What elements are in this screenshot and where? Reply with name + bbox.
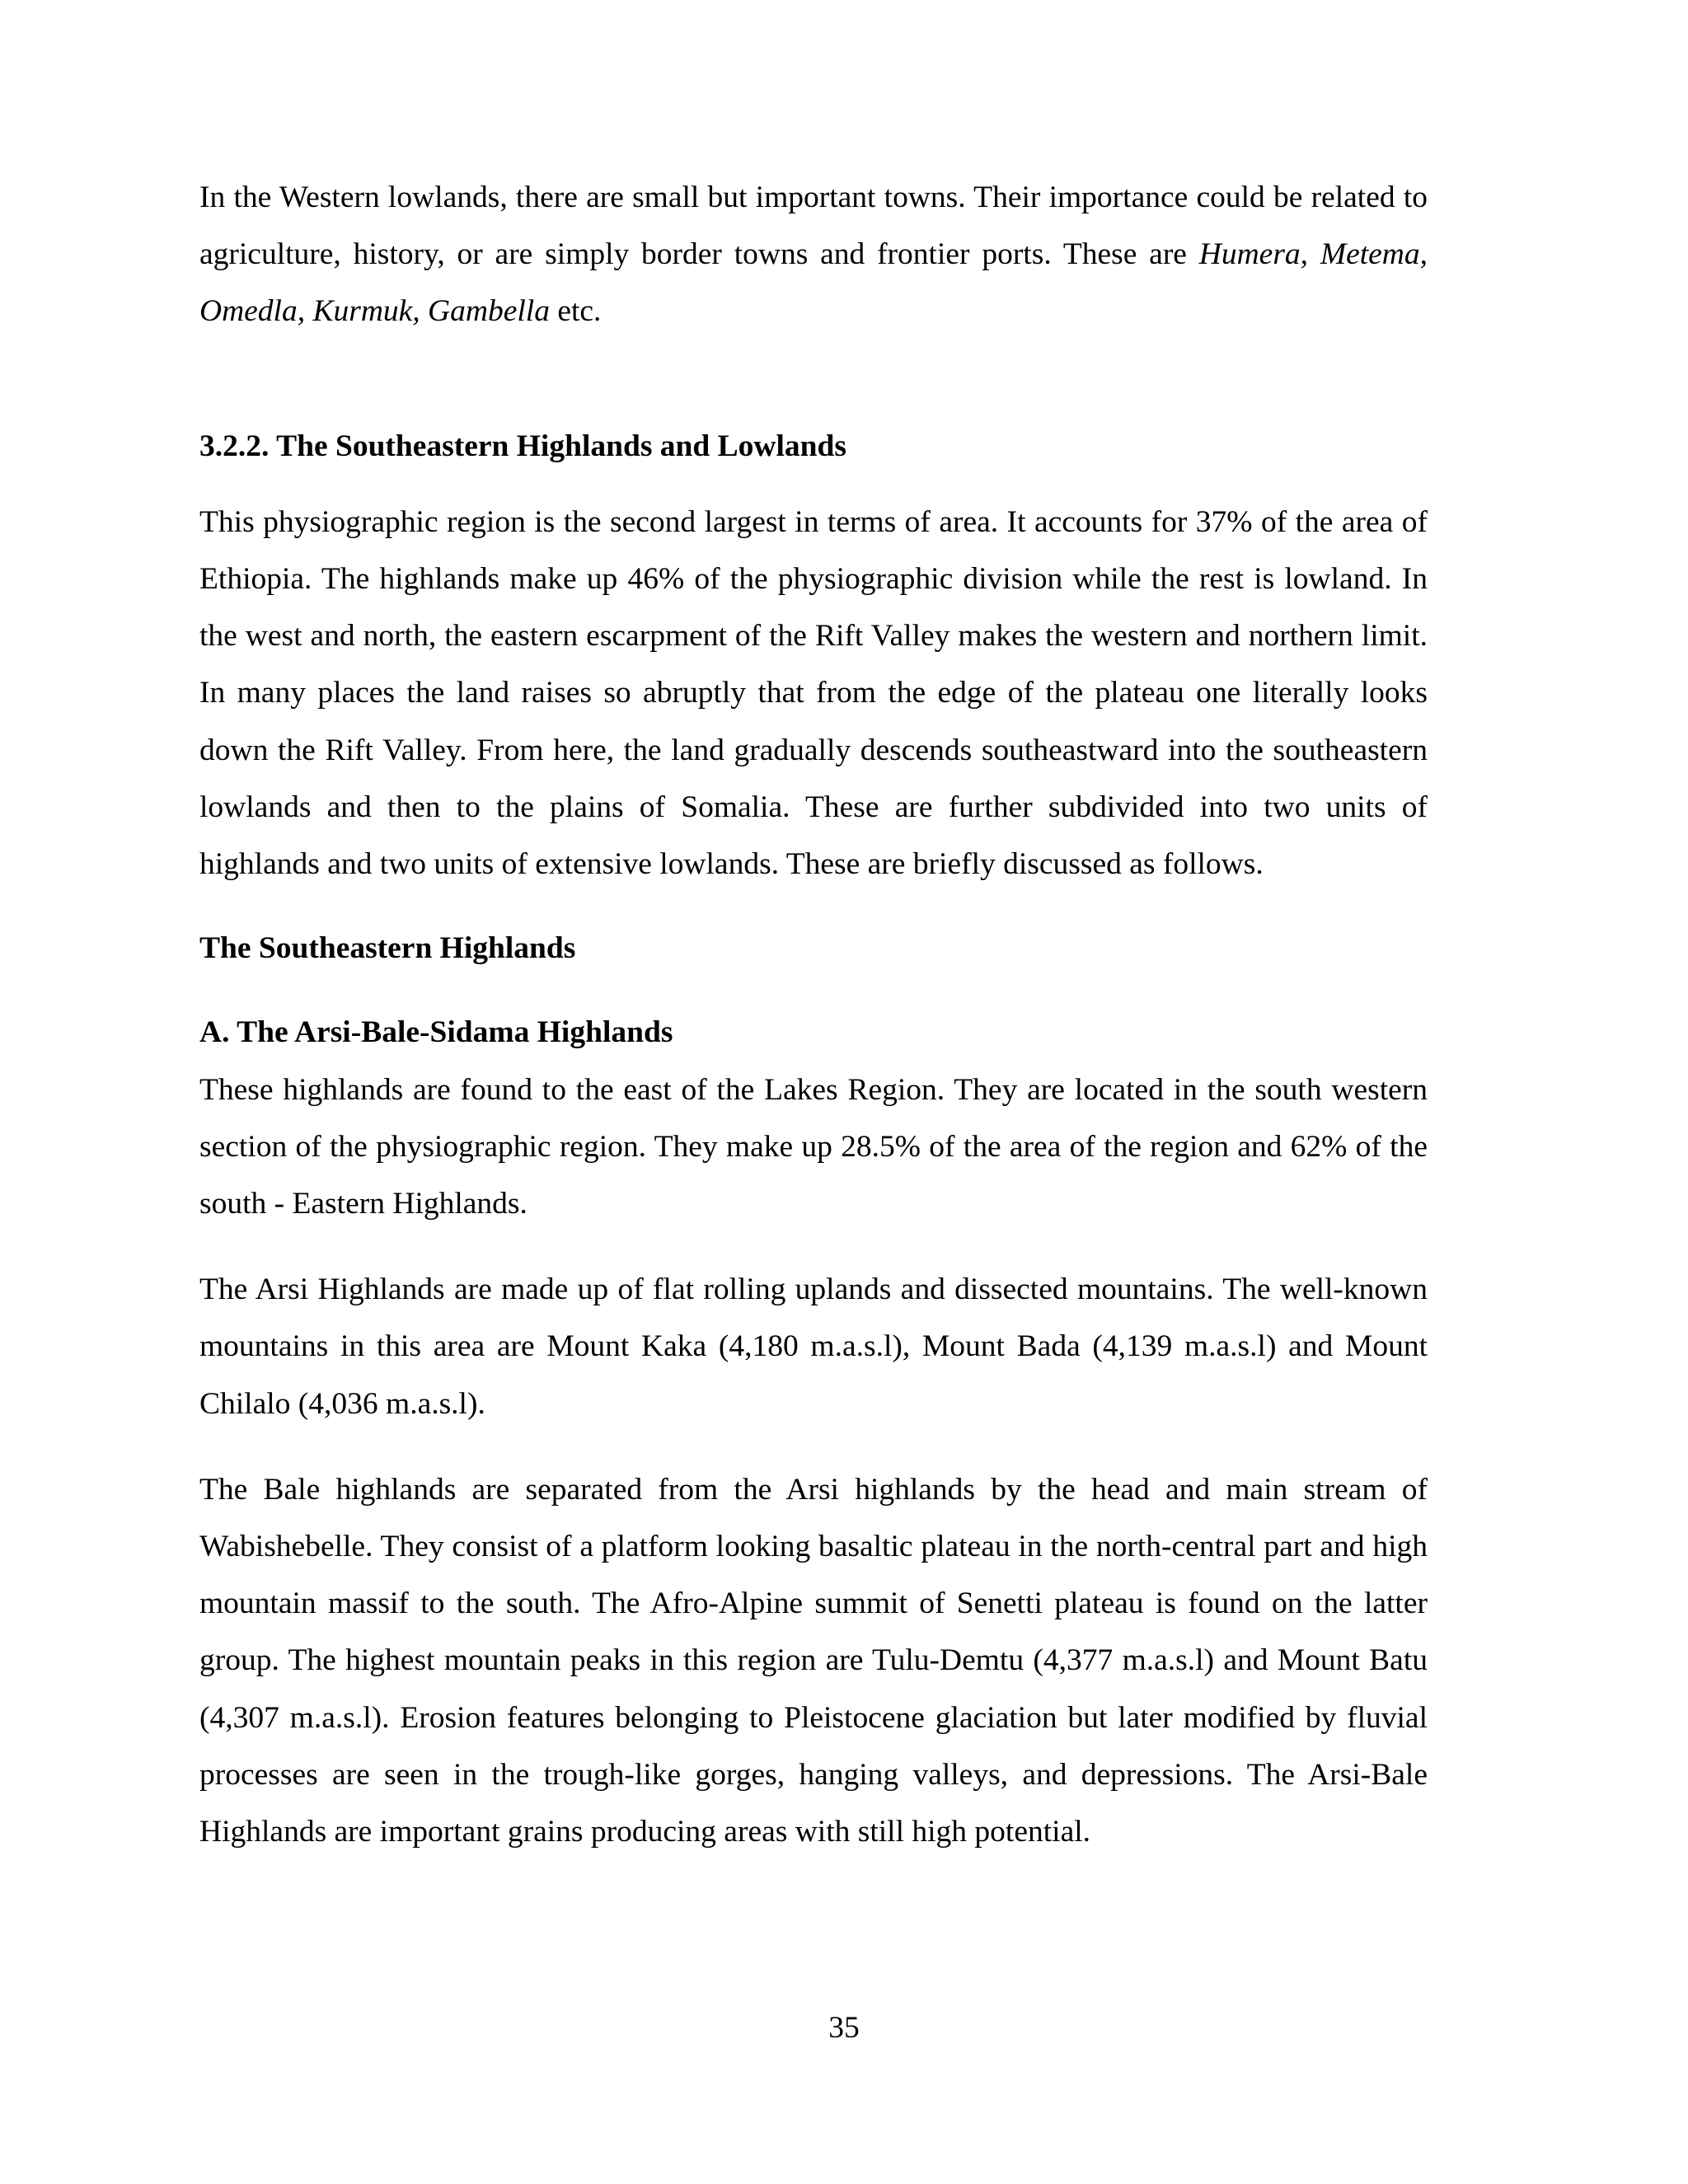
paragraph-arsi-highlands: The Arsi Highlands are made up of flat rolling uplands and dissected mountains. The well-known mountains in this area are Mount Kaka (4,180 m.a.s.l), Mount Bada (4,139 m.a.s.l) and Mount Chilalo (4,036 m.a.s.l). — [199, 1272, 1428, 1421]
paragraph-western-lowland-towns — [199, 169, 1428, 340]
town-names-italic: Humera, Metema, Omedla, Kurmuk, Gambella — [199, 237, 1428, 329]
subsection-heading: The Southeastern Highlands — [199, 931, 576, 966]
page-number: 35 — [828, 2011, 860, 2045]
item-heading-a: A. The Arsi-Bale-Sidama Highlands — [199, 1015, 673, 1050]
paragraph-text: In the Western lowlands, there are small but important towns. Their importance could be related to agriculture, history, or are simply border towns and frontier ports. These are — [199, 180, 1428, 272]
paragraph-southeastern-intro: This physiographic region is the second largest in terms of area. It accounts for 37% of the area of Ethiopia. The highlands make up 46% of the physiographic division while the rest is lowland. In the west and north, the eastern escarpment of the Rift Valley makes the western and northern limit. In many places the land raises so abruptly that from the edge of the plateau one literally looks down the Rift Valley. From here, the land gradually descends southeastward into the southeastern lowlands and then to the plains of Somalia. These are further subdivided into two units of highlands and two units of extensive lowlands. These are briefly discussed as follows. — [199, 504, 1428, 882]
page-body — [199, 169, 1428, 1860]
paragraph-bale-highlands: The Bale highlands are separated from the Arsi highlands by the head and main stream of Wabishebelle. They consist of a platform looking basaltic plateau in the north-central part and high mountain massif to the south. The Afro-Alpine summit of Senetti plateau is found on the latter group. The highest mountain peaks in this region are Tulu-Demtu (4,377 m.a.s.l) and Mount Batu (4,307 m.a.s.l). Erosion features belonging to Pleistocene glaciation but later modified by fluvial processes are seen in the trough-like gorges, hanging valleys, and depressions. The Arsi-Bale Highlands are important grains producing areas with still high potential. — [199, 1472, 1428, 1849]
section-heading: 3.2.2. The Southeastern Highlands and Lowlands — [199, 429, 846, 463]
paragraph-text-end: etc. — [549, 294, 602, 329]
paragraph-arsi-bale-sidama: These highlands are found to the east of the Lakes Region. They are located in the south western section of the physiographic region. They make up 28.5% of the area of the region and 62% of the south - Eastern Highlands. — [199, 1072, 1428, 1221]
